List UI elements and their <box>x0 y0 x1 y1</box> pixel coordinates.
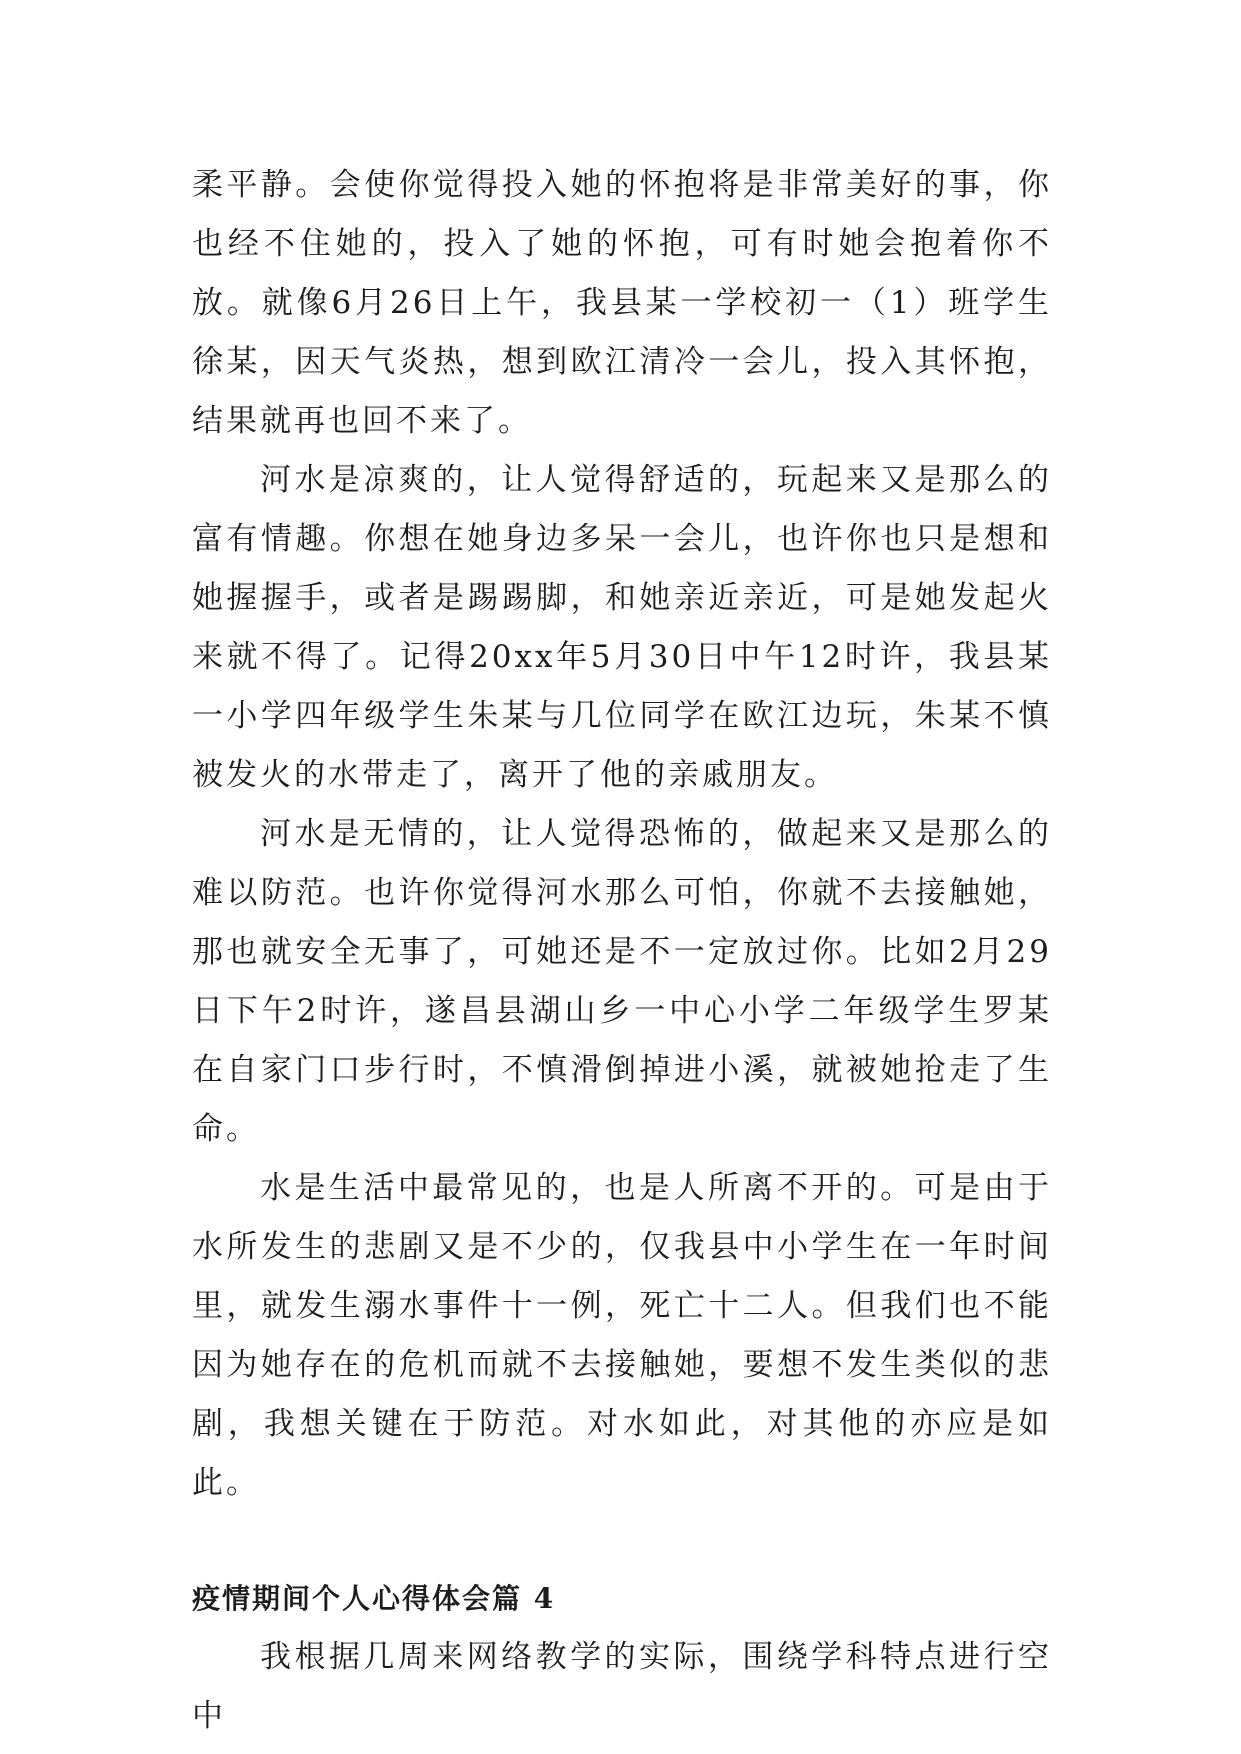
document-page <box>192 156 1052 1746</box>
paragraph-1: 柔平静。会使你觉得投入她的怀抱将是非常美好的事，你也经不住她的，投入了她的怀抱，可有时她会抱着你不放。就像6月26日上午，我县某一学校初一（1）班学生徐某，因天气炎热，想到欧江清冷一会儿，投入其怀抱，结果就再也回不来了。 <box>192 167 1052 439</box>
paragraph-2: 河水是凉爽的，让人觉得舒适的，玩起来又是那么的富有情趣。你想在她身边多呆一会儿，也许你也只是想和她握握手，或者是踢踢脚，和她亲近亲近，可是她发起火来就不得了。记得20xx年5月30日中午12时许，我县某一小学四年级学生朱某与几位同学在欧江边玩，朱某不慎被发火的水带走了，离开了他的亲戚朋友。 <box>192 462 1052 793</box>
paragraph-4: 水是生活中最常见的，也是人所离不开的。可是由于水所发生的悲剧又是不少的，仅我县中小学生在一年时间里，就发生溺水事件十一例，死亡十二人。但我们也不能因为她存在的危机而就不去接触她，要想不发生类似的悲剧，我想关键在于防范。对水如此，对其他的亦应是如此。 <box>192 1170 1052 1501</box>
section-paragraph: 我根据几周来网络教学的实际，围绕学科特点进行空中 <box>192 1639 1052 1734</box>
paragraph-3: 河水是无情的，让人觉得恐怖的，做起来又是那么的难以防范。也许你觉得河水那么可怕，你就不去接触她，那也就安全无事了，可她还是不一定放过你。比如2月29日下午2时许，遂昌县湖山乡一中心小学二年级学生罗某在自家门口步行时，不慎滑倒掉进小溪，就被她抢走了生命。 <box>192 816 1052 1147</box>
section-heading: 疫情期间个人心得体会篇 4 <box>192 1582 556 1615</box>
